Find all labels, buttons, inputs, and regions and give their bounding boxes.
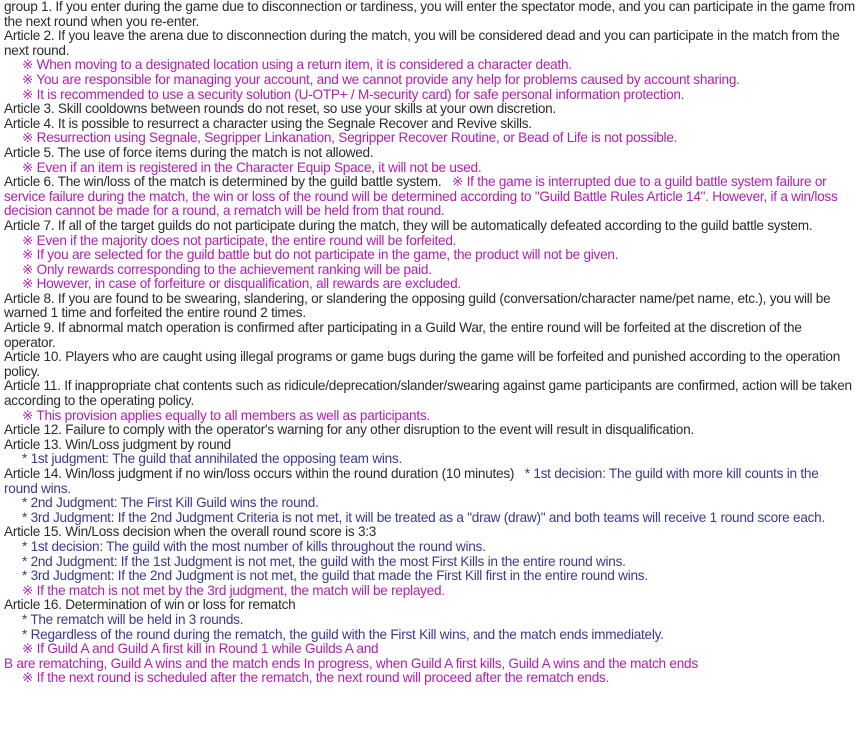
judgment-line: * 3rd Judgment: If the 2nd Judgment is not met, the guild that made the First Kill first in the entire round wins.	[22, 568, 648, 584]
rule-line: Article 4. It is possible to resurrect a character using the Segnale Recover and Revive skills.	[4, 115, 532, 131]
rule-line: Article 11. If inappropriate chat contents such as ridicule/deprecation/slander/swearing against game participants are confirmed, action will be taken according to the operating policy.	[4, 378, 852, 409]
rule-line: Article 12. Failure to comply with the operator's warning for any other disruption to the event will result in disqualification.	[4, 422, 694, 438]
rule-text: Article 6. The win/loss of the match is determined by the guild battle system.	[4, 174, 452, 190]
rule-line-with-note	[4, 467, 855, 496]
rule-line-with-note	[4, 175, 855, 219]
judgment-line: * 1st decision: The guild with the most number of kills throughout the round wins.	[22, 538, 486, 554]
rule-line: Article 13. Win/Loss judgment by round	[4, 436, 231, 452]
rule-note: ※ If Guild A and Guild A first kill in Round 1 while Guilds A and	[22, 641, 379, 657]
judgment-line: * Regardless of the round during the rematch, the guild with the First Kill wins, and the match ends immediately.	[22, 626, 664, 642]
rule-note: ※ If the next round is scheduled after the rematch, the next round will proceed after the rematch ends.	[22, 670, 610, 686]
judgment-line: * 1st judgment: The guild that annihilated the opposing team wins.	[22, 451, 402, 467]
rule-line: Article 8. If you are found to be swearing, slandering, or slandering the opposing guild (conversation/character name/pet name, etc.), you will be warned 1 time and forfeited the entire round 2 times.	[4, 290, 831, 321]
rule-note: ※ If the match is not met by the 3rd judgment, the match will be replayed.	[22, 582, 445, 598]
rule-note: ※ However, in case of forfeiture or disqualification, all rewards are excluded.	[22, 276, 461, 292]
rule-line: group 1. If you enter during the game due to disconnection or tardiness, you will enter the spectator mode, and you can participate in the game from the next round when you re-enter.	[4, 0, 855, 29]
rule-note: ※ You are responsible for managing your account, and we cannot provide any help for problems caused by account sharing.	[22, 71, 740, 87]
rule-line: Article 16. Determination of win or loss for rematch	[4, 597, 296, 613]
rule-note: ※ This provision applies equally to all members as well as participants.	[22, 407, 430, 423]
rule-inline-judgment: * 1st decision: The guild with more kill counts in the round wins.	[4, 466, 819, 496]
rule-text: Article 14. Win/loss judgment if no win/loss occurs within the round duration (10 minutes)	[4, 466, 525, 481]
rule-line: Article 2. If you leave the arena due to disconnection during the match, you will be considered dead and you can participate in the match from the next round.	[4, 28, 840, 58]
rule-line: Article 5. The use of force items during the match is not allowed.	[4, 144, 374, 160]
judgment-line: * 2nd Judgment: If the 1st Judgment is not met, the guild with the most First Kills in the entire round wins.	[22, 553, 626, 569]
rule-note: ※ Even if the majority does not participate, the entire round will be forfeited.	[22, 232, 457, 248]
rule-line: Article 10. Players who are caught using illegal programs or game bugs during the game will be forfeited and punished according to the operation policy.	[4, 349, 841, 379]
rule-note: ※ It is recommended to use a security solution (U-OTP+ / M-security card) for safe personal information protection.	[22, 86, 685, 102]
rule-note-continuation: B are rematching, Guild A wins and the match ends In progress, when Guild A first kills, Guild A wins and the match ends	[4, 655, 698, 671]
rule-line: Article 9. If abnormal match operation is confirmed after participating in a Guild War, the entire round will be forfeited at the discretion of the operator.	[4, 320, 802, 350]
judgment-line: * 3rd Judgment: If the 2nd Judgment Criteria is not met, it will be treated as a "draw (draw)" and both teams will receive 1 round score each.	[22, 509, 826, 525]
rule-note: ※ Only rewards corresponding to the achievement ranking will be paid.	[22, 261, 432, 277]
rule-line: Article 15. Win/Loss decision when the overall round score is 3:3	[4, 524, 377, 540]
rule-note: ※ When moving to a designated location using a return item, it is considered a character death.	[22, 57, 572, 73]
judgment-line: * 2nd Judgment: The First Kill Guild wins the round.	[22, 495, 319, 511]
rule-line: Article 7. If all of the target guilds do not participate during the match, they will be automatically defeated according to the guild battle system.	[4, 217, 813, 233]
rule-note: ※ Even if an item is registered in the Character Equip Space, it will not be used.	[22, 159, 482, 175]
rule-note: ※ If you are selected for the guild battle but do not participate in the game, the product will not be given.	[22, 247, 619, 263]
rule-line: Article 3. Skill cooldowns between rounds do not reset, so use your skills at your own discretion.	[4, 101, 557, 117]
judgment-line: * The rematch will be held in 3 rounds.	[22, 611, 244, 627]
rule-note: ※ Resurrection using Segnale, Segripper Linkanation, Segripper Recover Routine, or Bead of Life is not possible.	[22, 130, 678, 146]
rule-inline-note: ※ If the game is interrupted due to a guild battle system failure or service failure during the match, the win or loss of the round will be determined according to "Guild Battle Rules Article 14". However, if a win/loss decision cannot be made for a round, a rematch will be held from that round.	[4, 174, 838, 219]
